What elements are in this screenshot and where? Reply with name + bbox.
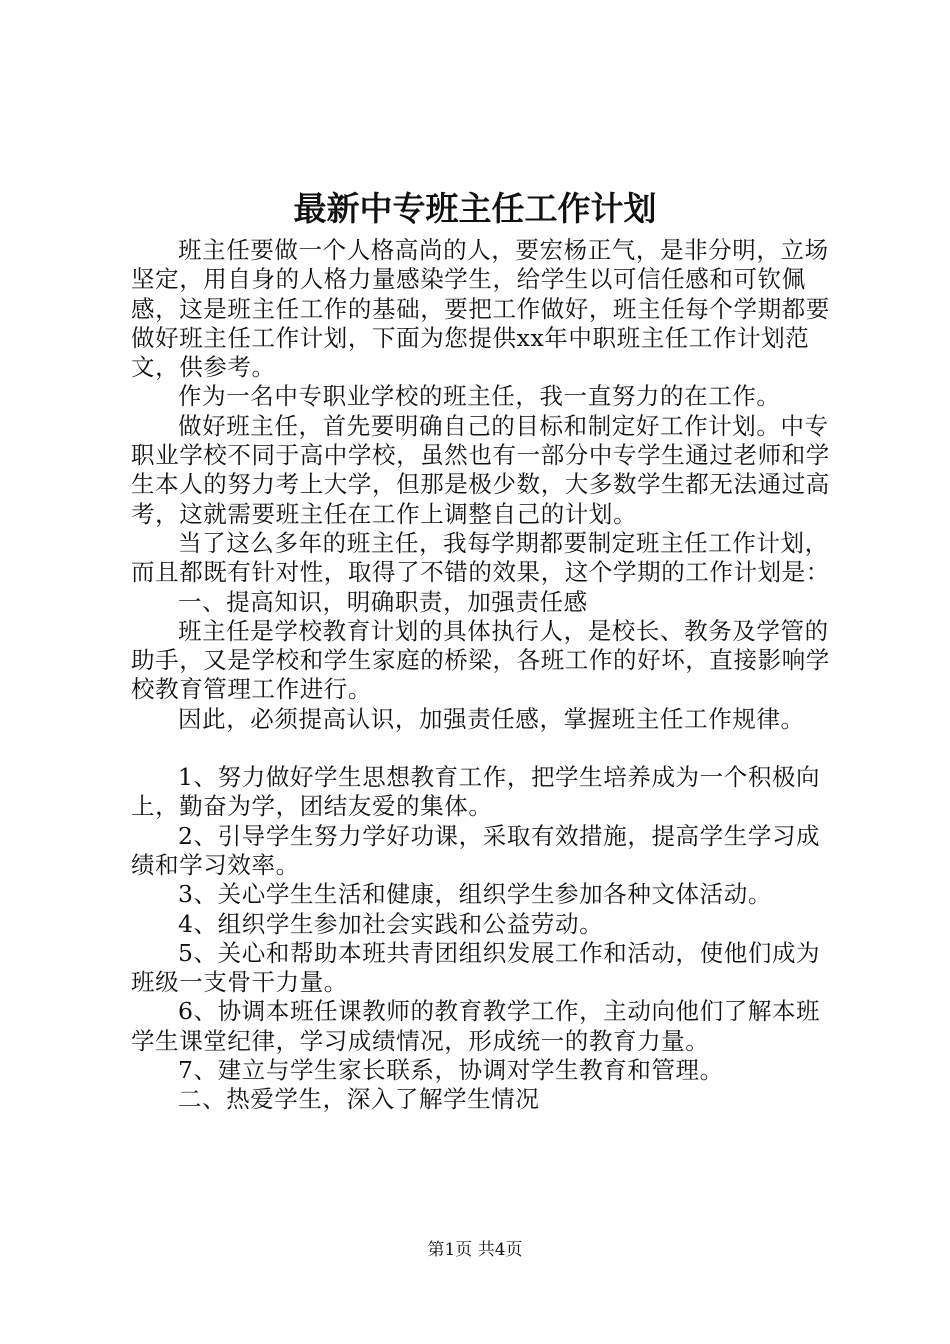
list-item: 4、组织学生参加社会实践和公益劳动。 — [178, 909, 604, 938]
paragraph-intro: 班主任要做一个人格高尚的人，要宏杨正气，是非分明，立场坚定，用自身的人格力量感染学生，给学生以可信任感和可钦佩感，这是班主任工作的基础，要把工作做好，班主任每个学期都要做好班主任工作计划，下面为您提供xx年中职班主任工作计划范文，供参考。 — [131, 236, 830, 382]
paragraph: 做好班主任，首先要明确自己的目标和制定好工作计划。中专职业学校不同于高中学校，虽然也有一部分中专学生通过老师和学生本人的努力考上大学，但那是极少数，大多数学生都无法通过高考，这就需要班主任在工作上调整自己的计划。 — [131, 411, 830, 528]
list-item: 6、协调本班任课教师的教育教学工作，主动向他们了解本班学生课堂纪律，学习成绩情况，形成统一的教育力量。 — [131, 997, 821, 1055]
list-item: 2、引导学生努力学好功课，采取有效措施，提高学生学习成绩和学习效率。 — [131, 821, 821, 879]
paragraph: 作为一名中专职业学校的班主任，我一直努力的在工作。 — [178, 382, 781, 411]
list-item: 5、关心和帮助本班共青团组织发展工作和活动，使他们成为班级一支骨干力量。 — [131, 938, 821, 997]
page-indicator: 第1页 共4页 — [427, 1240, 523, 1260]
paragraph: 班主任是学校教育计划的具体执行人，是校长、教务及学管的助手，又是学校和学生家庭的桥梁，各班工作的好坏，直接影响学校教育管理工作进行。 — [131, 616, 830, 704]
document-title: 最新中专班主任工作计划 — [293, 189, 657, 228]
list-item: 3、关心学生生活和健康，组织学生参加各种文体活动。 — [178, 880, 772, 909]
list-item: 7、建立与学生家长联系，协调对学生教育和管理。 — [178, 1056, 724, 1085]
document-body — [131, 236, 837, 1115]
list-item: 1、努力做好学生思想教育工作，把学生培养成为一个积极向上，勤奋为学，团结友爱的集体。 — [131, 763, 821, 821]
paragraph: 因此，必须提高认识，加强责任感，掌握班主任工作规律。 — [178, 704, 805, 733]
section-heading-2: 二、热爱学生，深入了解学生情况 — [178, 1085, 540, 1114]
paragraph: 当了这么多年的班主任，我每学期都要制定班主任工作计划，而且都既有针对性，取得了不错的效果，这个学期的工作计划是： — [131, 528, 830, 587]
section-heading-1: 一、提高知识，明确职责，加强责任感 — [178, 587, 588, 616]
